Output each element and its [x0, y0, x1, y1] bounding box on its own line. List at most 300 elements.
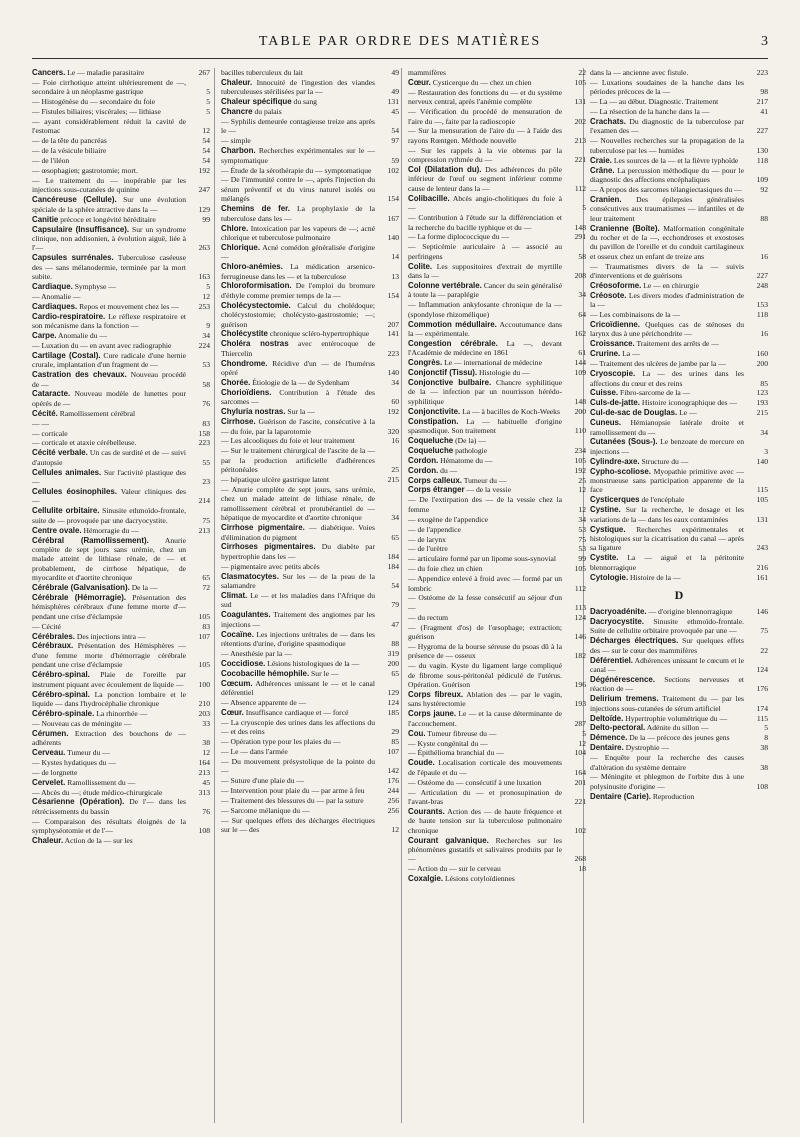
- index-entry: [408, 78, 586, 87]
- entry-page-number: 14: [391, 252, 399, 262]
- entry-term: Cérébraux.: [32, 641, 74, 651]
- index-entry: [408, 68, 586, 77]
- entry-term: Cystite.: [590, 553, 619, 563]
- entry-text: Insuffisance cardiaque et — forcé: [245, 707, 349, 717]
- index-entry: [32, 768, 210, 777]
- entry-page-number: 164: [574, 767, 586, 777]
- entry-text: Le — international de médecine: [444, 358, 542, 368]
- entry-text: Traitement des angiomes par les injections —: [221, 610, 375, 629]
- entry-term: Colonne vertébrale.: [408, 280, 482, 290]
- entry-page-number: 5: [582, 203, 586, 213]
- entry-page-number: 34: [578, 290, 586, 300]
- entry-page-number: 217: [756, 97, 768, 107]
- entry-term: Cérébrales.: [32, 631, 75, 641]
- index-entry: [221, 698, 399, 707]
- index-entry: [32, 176, 210, 195]
- entry-page-number: 319: [387, 648, 399, 658]
- index-entry: [221, 669, 399, 678]
- entry-text: Le — maladie parasitaire: [67, 68, 145, 77]
- index-entry: [408, 146, 586, 165]
- index-entry: [221, 718, 399, 737]
- entry-term: Chaleur spécifique: [221, 97, 292, 107]
- entry-page-number: 55: [202, 457, 210, 467]
- index-entry: [408, 836, 586, 864]
- index-entry: [590, 467, 768, 495]
- entry-page-number: 176: [387, 776, 399, 786]
- index-entry: [221, 572, 399, 591]
- entry-term: Créosoforme.: [590, 280, 642, 290]
- entry-text: Un cas de surdité et de — suivi d'autopsie: [32, 448, 186, 467]
- entry-term: Cryoscopie.: [590, 369, 636, 379]
- entry-page-number: 123: [756, 388, 768, 398]
- index-entry: [221, 776, 399, 785]
- entry-term: Cérébro-spinal.: [32, 689, 90, 699]
- entry-text: — Cécité: [32, 621, 61, 631]
- entry-text: — hépatique ulcère gastrique latent: [221, 475, 329, 485]
- entry-term: Cérébrale (Hémorragie).: [32, 592, 127, 602]
- entry-text: — La cryoscopie des urines dans les affections du — et des reins: [221, 717, 375, 737]
- entry-page-number: 118: [756, 155, 768, 165]
- entry-page-number: 193: [756, 398, 768, 408]
- index-entry: [590, 369, 768, 388]
- entry-text: Myopathie primitive avec — monstrueuse sans participation apparente de la face: [590, 466, 744, 495]
- index-entry: [221, 610, 399, 629]
- entry-text: Sur le —: [311, 668, 339, 678]
- index-entry: [408, 466, 586, 475]
- index-entry: [408, 320, 586, 339]
- index-entry: [590, 185, 768, 194]
- index-entry: [590, 136, 768, 155]
- entry-text: Sur les — de la peau de la salamandre: [221, 571, 375, 591]
- entry-text: — A propos des sarcomes télangiectasiques du —: [590, 184, 742, 194]
- entry-text: — Syphilis demeurée contagieuse treize ans après le —: [221, 117, 375, 136]
- entry-text: De l'emploi du bromure d'éthyle comme premier temps de la —: [221, 281, 375, 300]
- entry-term: Coude.: [408, 758, 435, 768]
- entry-page-number: 18: [578, 864, 586, 874]
- entry-term: Démence.: [590, 733, 628, 743]
- entry-page-number: 102: [387, 165, 399, 175]
- entry-page-number: 109: [756, 174, 768, 184]
- entry-text: Les divers modes d'administration de la —: [590, 290, 744, 310]
- entry-text: Le —: [679, 408, 697, 418]
- entry-page-number: 200: [574, 406, 586, 416]
- entry-text: Symphyse —: [74, 281, 116, 291]
- entry-page-number: 192: [198, 166, 210, 176]
- entry-page-number: 146: [756, 607, 768, 617]
- entry-page-number: 215: [756, 408, 768, 418]
- index-entry: [408, 378, 586, 406]
- entry-page-number: 184: [387, 561, 399, 571]
- index-entry: [221, 146, 399, 165]
- entry-page-number: 161: [756, 572, 768, 582]
- index-entry: [32, 312, 210, 331]
- entry-term: Chondrome.: [221, 358, 268, 368]
- entry-text: Histoire iconographique des —: [641, 398, 738, 408]
- index-entry: [408, 476, 586, 485]
- entry-text: Sinusite ethmoïdo-frontale. Suite de cellulite orbitaire provoquée par une —: [590, 616, 744, 636]
- entry-page-number: 234: [574, 445, 586, 455]
- index-entry: [32, 797, 210, 816]
- entry-text: Malformation congénitale du rocher et de la —, ecchondroses et exostoses du pavillon de l'oreille et du conduit cartilagineux et osseux chez un enfant de treize ans: [590, 223, 744, 261]
- index-entry: [590, 107, 768, 116]
- entry-text: Valeur cliniques des —: [32, 486, 187, 506]
- entry-text: Hypertrophie volumétrique du —: [625, 713, 728, 723]
- entry-term: Deltoïde.: [590, 713, 624, 723]
- entry-text: Contribution à l'étude des sarcomes —: [221, 387, 375, 407]
- entry-page-number: 192: [387, 407, 399, 417]
- page-number: 3: [761, 34, 768, 49]
- entry-page-number: 85: [391, 737, 399, 747]
- entry-page-number: 104: [574, 748, 586, 758]
- entry-text: — Histogénèse du — secondaire du foie: [32, 97, 156, 107]
- entry-term: Dentaire.: [590, 743, 624, 753]
- page-header: [0, 34, 800, 54]
- index-column-4: [590, 68, 768, 802]
- entry-page-number: 34: [391, 513, 399, 523]
- entry-text: Du diagnostic de la tuberculose par l'examen des —: [590, 117, 744, 136]
- entry-page-number: 88: [391, 638, 399, 648]
- entry-text: Traitement des arrêts de —: [636, 339, 719, 349]
- entry-term: Clasmatocytes.: [221, 571, 279, 581]
- index-entry: [590, 617, 768, 636]
- entry-page-number: 291: [574, 232, 586, 242]
- entry-text: — (Fragment d'os) de l'œsophage; extraction; guérison: [408, 622, 562, 642]
- index-entry: [590, 418, 768, 437]
- index-entry: [221, 679, 399, 698]
- index-entry: [221, 786, 399, 795]
- entry-page-number: 79: [391, 600, 399, 610]
- index-entry: [221, 407, 399, 416]
- entry-page-number: 38: [760, 743, 768, 753]
- entry-term: Colite.: [408, 261, 433, 271]
- index-entry: [408, 642, 586, 661]
- entry-text: Le benzoate de mercure en injections —: [590, 437, 745, 456]
- entry-term: Congestion cérébrale.: [408, 338, 498, 348]
- entry-text: La — habituelle d'origine spasmodique. Son traitement: [408, 416, 562, 436]
- index-entry: [590, 553, 768, 572]
- entry-page-number: 29: [391, 727, 399, 737]
- entry-term: Cérébral (Ramollissement).: [32, 535, 149, 545]
- index-entry: [221, 475, 399, 484]
- entry-text: — de la vésicule biliaire: [32, 146, 107, 156]
- entry-term: Cervelet.: [32, 777, 66, 787]
- entry-page-number: 115: [756, 713, 768, 723]
- entry-page-number: 38: [202, 738, 210, 748]
- entry-text: du palais: [254, 107, 282, 117]
- index-entry: [590, 359, 768, 368]
- index-entry: [32, 526, 210, 535]
- entry-term: Décharges électriques.: [590, 636, 679, 646]
- entry-page-number: 105: [756, 495, 768, 505]
- index-entry: [32, 215, 210, 224]
- entry-page-number: 12: [202, 747, 210, 757]
- entry-text: du —: [440, 465, 458, 475]
- entry-page-number: 223: [387, 348, 399, 358]
- index-entry: [32, 836, 210, 845]
- entry-text: La prophylaxie de la tuberculose dans les —: [221, 204, 375, 223]
- index-entry: [590, 694, 768, 713]
- entry-page-number: 112: [574, 583, 586, 593]
- index-entry: [590, 636, 768, 655]
- entry-page-number: 34: [391, 378, 399, 387]
- entry-page-number: 92: [760, 184, 768, 194]
- entry-term: Cellulite orbitaire.: [32, 506, 100, 516]
- index-entry: [408, 739, 586, 748]
- entry-text: — Le — dans l'armée: [221, 746, 288, 756]
- index-entry: [32, 719, 210, 728]
- index-entry: [408, 194, 586, 213]
- entry-text: Localisation corticale des mouvements de l'épaule et du —: [408, 758, 563, 777]
- index-entry: [32, 117, 210, 136]
- entry-term: Cardio-respiratoire.: [32, 311, 106, 321]
- entry-term: Cancers.: [32, 68, 66, 77]
- entry-page-number: 49: [391, 87, 399, 97]
- entry-page-number: 160: [756, 349, 768, 359]
- entry-text: — Kyste congénital du —: [408, 738, 488, 748]
- index-entry: [32, 419, 210, 428]
- index-entry: [32, 593, 210, 621]
- index-entry: [32, 817, 210, 836]
- entry-text: De la —: [131, 583, 158, 593]
- entry-page-number: 213: [198, 767, 210, 777]
- entry-text: Cysticerque du — chez un chien: [432, 77, 532, 87]
- entry-term: Chaleur.: [32, 836, 64, 846]
- index-entry: [32, 622, 210, 631]
- index-entry: [32, 225, 210, 253]
- index-entry: [408, 758, 586, 777]
- entry-text: Extraction des bouchons de — adhérents: [32, 728, 187, 748]
- entry-text: — Étude de la sérothérapie du — symptomatique: [221, 165, 372, 175]
- entry-text: Sur l'activité plastique des —: [32, 467, 186, 487]
- index-entry: [32, 778, 210, 787]
- entry-term: Cirrhose pigmentaire.: [221, 523, 305, 533]
- index-entry: [221, 630, 399, 649]
- entry-page-number: 12: [578, 485, 586, 495]
- entry-text: De la — précoce des jeunes gens: [629, 733, 730, 743]
- index-entry: [221, 816, 399, 835]
- index-entry: [32, 292, 210, 301]
- entry-page-number: 9: [206, 321, 210, 331]
- index-entry: [32, 583, 210, 592]
- entry-page-number: 16: [391, 436, 399, 446]
- index-entry: [408, 126, 586, 145]
- entry-text: Ablation des — par le vagin, sans hystérectomie: [408, 690, 562, 709]
- entry-term: Chorioïdiens.: [221, 387, 272, 397]
- entry-page-number: 131: [756, 514, 768, 524]
- index-entry: [590, 388, 768, 397]
- entry-term: Coagulantes.: [221, 610, 271, 620]
- entry-text: — —: [32, 418, 50, 428]
- index-entry: [590, 714, 768, 723]
- index-entry: [32, 156, 210, 165]
- index-entry: [221, 262, 399, 281]
- index-entry: [590, 753, 768, 772]
- entry-page-number: 200: [387, 658, 399, 668]
- entry-page-number: 141: [387, 329, 399, 339]
- entry-page-number: 118: [756, 310, 768, 320]
- entry-page-number: 176: [756, 684, 768, 694]
- entry-page-number: 108: [756, 781, 768, 791]
- entry-page-number: 192: [574, 465, 586, 475]
- entry-text: Adhérences unissant le — et le canal déférentiel: [221, 678, 375, 697]
- entry-page-number: 320: [387, 426, 399, 436]
- entry-term: Commotion médullaire.: [408, 319, 497, 329]
- entry-term: Cutanées (Sous-).: [590, 437, 658, 447]
- entry-page-number: 8: [764, 733, 768, 743]
- index-entry: [590, 437, 768, 456]
- entry-page-number: 53: [578, 544, 586, 554]
- entry-text: — Traitement des ulcères de jambe par la —: [590, 359, 726, 369]
- index-entry: [221, 136, 399, 145]
- entry-term: Déférentiel.: [590, 655, 633, 665]
- entry-text: — Vérification du procédé de mensuration de l'aire du —, faite par la radioscopie: [408, 107, 562, 126]
- entry-page-number: 224: [198, 340, 210, 350]
- entry-term: Dacryocystite.: [590, 616, 644, 626]
- page-title: TABLE PAR ORDRE DES MATIÈRES: [258, 34, 542, 49]
- entry-page-number: 124: [756, 664, 768, 674]
- index-entry: [408, 107, 586, 126]
- entry-text: Guérison de l'ascite, consécutive à la — du foie, par la laparotomie: [221, 417, 375, 436]
- entry-term: Coccidiose.: [221, 658, 266, 668]
- index-entry: [590, 224, 768, 262]
- index-entry: [590, 733, 768, 742]
- entry-text: Structure du —: [641, 456, 689, 466]
- index-entry: [408, 300, 586, 319]
- entry-page-number: 200: [756, 359, 768, 369]
- entry-text: — Abcès du —; étude médico-chirurgicale: [32, 787, 163, 797]
- entry-term: Cranienne (Boîte).: [590, 223, 660, 233]
- index-entry: [32, 468, 210, 487]
- index-entry: [408, 807, 586, 835]
- entry-text: du sang: [293, 97, 317, 107]
- entry-term: Cuisse.: [590, 388, 619, 398]
- entry-page-number: 158: [198, 428, 210, 438]
- entry-term: Dégénérescence.: [590, 674, 655, 684]
- index-entry: [221, 329, 399, 338]
- index-entry: [590, 320, 768, 339]
- entry-term: Corps étranger: [408, 485, 465, 495]
- index-entry: [590, 68, 768, 77]
- index-entry: [32, 632, 210, 641]
- entry-term: Choléra nostras: [221, 339, 289, 349]
- index-entry: [408, 748, 586, 757]
- entry-page-number: 144: [574, 358, 586, 368]
- index-entry: [221, 97, 399, 106]
- entry-text: Cure radicale d'une hernie crurale, implantation d'un fragment de —: [32, 350, 186, 370]
- entry-text: — Nouvelles recherches sur la propagation de la tuberculose par les — humides: [590, 136, 744, 155]
- index-entry: [221, 117, 399, 136]
- entry-text: — Ostéome de la fesse consécutif au séjour d'un —: [408, 593, 562, 612]
- index-entry: [590, 656, 768, 675]
- index-entry: [221, 806, 399, 815]
- entry-page-number: 49: [391, 68, 399, 77]
- index-entry: [221, 796, 399, 805]
- index-entry: [408, 690, 586, 709]
- entry-text: Le — en chirurgie: [643, 280, 699, 290]
- entry-page-number: 140: [387, 232, 399, 242]
- index-entry: [408, 213, 586, 232]
- index-entry: [590, 607, 768, 616]
- index-entry: [590, 675, 768, 694]
- entry-text: Des épilepsies généralisées consécutives aux traumatismes — infantiles et de leur traitement: [590, 194, 745, 223]
- entry-term: Cou.: [408, 728, 426, 738]
- entry-text: Innocuité de l'ingestion des viandes tuberculeuses stérilisées par la —: [221, 77, 376, 97]
- entry-term: Chyluria nostras.: [221, 407, 286, 417]
- entry-text: Hémorragie du —: [83, 525, 139, 535]
- entry-term: Dacryoadénite.: [590, 607, 647, 617]
- entry-page-number: 34: [578, 514, 586, 524]
- index-entry: [590, 291, 768, 310]
- index-entry: [32, 341, 210, 350]
- entry-text: Recherches expérimentales sur le — symptomatique: [221, 146, 375, 165]
- entry-page-number: 45: [202, 777, 210, 787]
- entry-page-number: 5: [206, 87, 210, 97]
- entry-term: Cylindre-axe.: [590, 456, 640, 466]
- index-entry: [221, 737, 399, 746]
- entry-text: — Intervention pour plaie du — par arme à feu: [221, 786, 365, 796]
- index-entry: [32, 690, 210, 709]
- index-entry: [221, 224, 399, 243]
- entry-page-number: 53: [202, 360, 210, 370]
- entry-page-number: 148: [574, 396, 586, 406]
- entry-text: — De l'immunité contre le —, après l'injection du sérum préventif et du virus naturel isolés ou mélangés: [221, 175, 375, 204]
- entry-page-number: 256: [387, 795, 399, 805]
- index-entry: [408, 407, 586, 416]
- entry-page-number: 64: [578, 309, 586, 319]
- entry-term: Chlore.: [221, 223, 249, 233]
- entry-page-number: 60: [391, 397, 399, 407]
- entry-text: — La forme diplococcique du —: [408, 232, 510, 242]
- entry-page-number: 129: [198, 204, 210, 214]
- entry-page-number: 99: [202, 214, 210, 224]
- entry-text: Reproduction: [652, 791, 695, 801]
- entry-term: Corps calleux.: [408, 475, 462, 485]
- entry-term: Courant galvanique.: [408, 835, 489, 845]
- entry-text: — Luxations soudaines de la hanche dans les périodes précoces de la —: [590, 77, 744, 97]
- entry-text: — Les combinaisons de la —: [590, 310, 681, 320]
- entry-text: — pigmentaire avec petits abcès: [221, 561, 320, 571]
- index-entry: [408, 709, 586, 728]
- column-divider: [401, 68, 402, 1123]
- entry-term: Conjonctif (Tissu).: [408, 368, 478, 378]
- index-entry: [221, 649, 399, 658]
- entry-text: avec entérocoque de Thiercelin: [221, 339, 375, 358]
- entry-page-number: 54: [202, 136, 210, 146]
- entry-text: — corticale et ataxie cérébelleuse.: [32, 438, 137, 448]
- entry-page-number: 248: [756, 280, 768, 290]
- index-entry: [221, 378, 399, 387]
- entry-text: — ayant considérablement réduit la cavité de l'estomac: [32, 117, 186, 136]
- entry-text: Sur la recherche, le dosage et les variations de la — dans les eaux contaminées: [590, 505, 744, 524]
- index-entry: [221, 523, 399, 542]
- entry-page-number: 213: [198, 525, 210, 535]
- entry-text: — de la tête du pancréas: [32, 136, 107, 146]
- entry-text: Recherches expérimentales et histologiques sur la cicatrisation du canal — après sa ligature: [590, 524, 744, 553]
- entry-text: Sur une évolution spéciale de la sphère attractive dans la —: [32, 195, 186, 214]
- entry-page-number: 105: [574, 77, 586, 87]
- entry-text: Tumeur fibreuse du —: [427, 728, 497, 738]
- entry-text: Adhérences unissant le cœcum et le canal —: [590, 655, 744, 674]
- entry-text: — Septicémie auriculaire à — associé au perfringens: [408, 242, 562, 261]
- entry-text: — Action du — sur le cerveau: [408, 864, 501, 874]
- entry-text: Nouveau procédé de —: [32, 370, 186, 389]
- entry-term: Cocobacille hémophile.: [221, 668, 310, 678]
- entry-page-number: 163: [198, 272, 210, 282]
- entry-text: Présentation des hémisphères cérébraux d'une femme morte d'— pendant une crise d'éclampsie: [32, 592, 186, 621]
- entry-page-number: 98: [760, 87, 768, 97]
- entry-term: Cataracte.: [32, 389, 71, 399]
- entry-page-number: 202: [574, 116, 586, 126]
